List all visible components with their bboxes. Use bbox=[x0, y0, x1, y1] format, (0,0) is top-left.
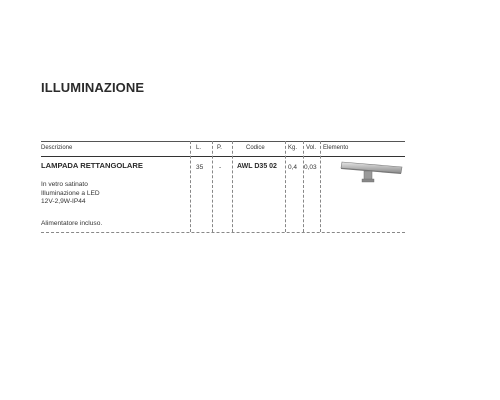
table-bottom-rule bbox=[41, 232, 405, 233]
product-code: AWL D35 02 bbox=[237, 163, 277, 170]
header-descrizione: Descrizione bbox=[41, 145, 73, 151]
header-elemento: Elemento bbox=[323, 145, 349, 151]
header-kg: Kg. bbox=[288, 145, 298, 151]
column-divider bbox=[190, 141, 191, 232]
product-name: LAMPADA RETTANGOLARE bbox=[41, 161, 143, 170]
header-p: P. bbox=[217, 145, 222, 151]
header-codice: Codice bbox=[246, 145, 265, 151]
column-divider bbox=[212, 141, 213, 232]
description-line: 12V-2,9W-IP44 bbox=[41, 198, 86, 206]
rectangular-lamp-icon bbox=[338, 158, 406, 188]
column-divider bbox=[303, 141, 304, 232]
column-divider bbox=[285, 141, 286, 232]
value-vol: 0,03 bbox=[304, 164, 317, 171]
value-p: - bbox=[219, 164, 222, 171]
product-note: Alimentatore incluso. bbox=[41, 220, 103, 227]
table-header-rule bbox=[41, 156, 405, 157]
value-kg: 0,4 bbox=[288, 164, 298, 171]
description-line: In vetro satinato bbox=[41, 181, 88, 188]
header-l: L. bbox=[196, 145, 202, 151]
column-divider bbox=[232, 141, 233, 232]
product-table bbox=[41, 141, 405, 233]
product-description bbox=[41, 181, 100, 207]
description-line: Illuminazione a LED bbox=[41, 189, 100, 197]
section-title: ILLUMINAZIONE bbox=[41, 80, 145, 95]
header-vol: Vol. bbox=[306, 145, 317, 151]
value-l: 35 bbox=[196, 164, 204, 171]
column-divider bbox=[320, 141, 321, 232]
table-top-rule bbox=[41, 141, 405, 142]
